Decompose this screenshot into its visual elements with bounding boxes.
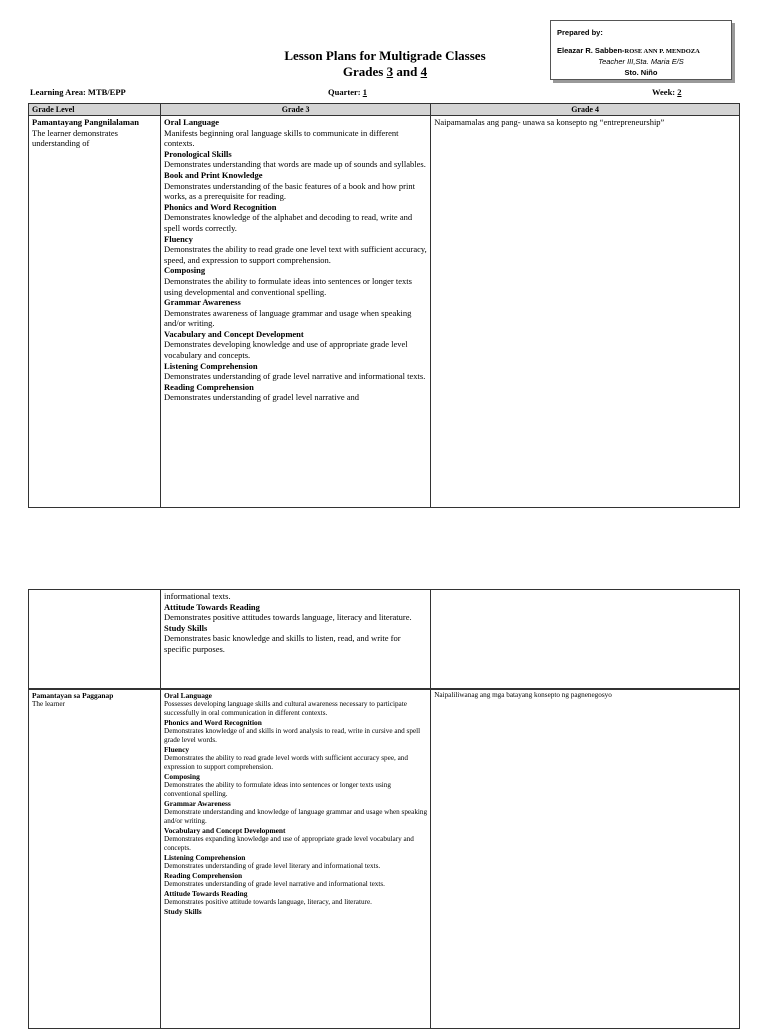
standard-text: Demonstrates knowledge of the alphabet and decoding to read, write and spell words correctly. [164, 212, 413, 233]
standard-item [164, 329, 427, 361]
standard-item [164, 361, 427, 382]
standard-heading: Composing [164, 265, 206, 276]
prepared-by-box [550, 20, 732, 80]
standard-item [164, 234, 427, 266]
standard-heading: Phonics and Word Recognition [164, 718, 262, 727]
standard-text: Demonstrates positive attitudes towards language, literacy and literature. [164, 612, 412, 623]
standard-text: Demonstrates knowledge of and skills in word analysis to read, write in cursive and spell grade level words. [164, 727, 421, 744]
grade4-continued-cell [431, 590, 740, 689]
standard-text: Demonstrates the ability to formulate ideas into sentences or longer texts using conventional spelling. [164, 781, 391, 798]
standard-item [164, 149, 427, 170]
standard-heading: Vacabulary and Concept Development [164, 328, 304, 339]
standard-item [164, 602, 427, 623]
grade3-performance-standards [161, 690, 431, 1029]
standard-item [164, 826, 427, 853]
header-grade-4: Grade 4 [431, 104, 740, 116]
grade4-performance-standard: Naipaliliwanag ang mga batayang konsepto ng pagnenegosyo [431, 690, 740, 1029]
standard-text: Demonstrates understanding of the basic features of a book and how print works, as a prerequisite for reading. [164, 180, 415, 202]
document-title: Lesson Plans for Multigrade Classes [284, 48, 486, 63]
header-grade-3: Grade 3 [161, 104, 431, 116]
content-standards-table [28, 103, 740, 508]
standard-text: Demonstrates basic knowledge and skills to listen, read, and write for specific purposes. [164, 633, 401, 654]
learning-area: Learning Area: MTB/EPP [30, 87, 126, 97]
standard-item [164, 297, 427, 329]
standard-item [164, 799, 427, 826]
preparer-position: Teacher III,Sta. Maria E/S [598, 57, 684, 66]
standard-item [164, 907, 427, 916]
continuation-table [28, 589, 740, 689]
standard-item [164, 889, 427, 907]
week-label: Week: [652, 87, 678, 97]
content-standard-label-cell [29, 116, 161, 508]
grade4-content-standard: Naipamamalas ang pang- unawa sa konsepto ng “entrepreneurship” [431, 116, 740, 508]
standard-heading: Listening Comprehension [164, 360, 258, 371]
continued-text: informational texts. [164, 591, 231, 601]
standard-item [164, 202, 427, 234]
standard-heading: Fluency [164, 233, 193, 244]
standard-item [164, 853, 427, 871]
standard-text: Demonstrates understanding that words are made up of sounds and syllables. [164, 159, 426, 170]
standard-item [164, 718, 427, 745]
content-standard-title: Pamantayang Pangnilalaman [32, 117, 139, 127]
standard-item [164, 623, 427, 655]
grades-and: and [393, 64, 421, 79]
standard-item [164, 170, 427, 202]
standard-item [164, 265, 427, 297]
standard-heading: Fluency [164, 745, 190, 754]
standard-item [164, 745, 427, 772]
standard-text: Demonstrates the ability to read grade level words with sufficient accuracy spee, and expression to support comprehension. [164, 754, 408, 771]
preparer-primary-name: Eleazar R. Sabben- [557, 46, 625, 55]
standard-text: Demonstrates understanding of gradel level narrative and [164, 392, 359, 403]
preparer-school: Sto. Niño [624, 68, 658, 77]
standard-item [164, 382, 427, 403]
prepared-by-label: Prepared by: [557, 28, 603, 37]
standard-text: Demonstrates positive attitude towards language, literacy, and literature. [164, 898, 372, 906]
performance-standards-table [28, 689, 740, 1029]
standard-text: Possesses developing language skills and cultural awareness necessary to participate successfully in oral communication in different contexts. [164, 700, 407, 717]
standard-text: Demonstrate understanding and knowledge of language grammar and usage when speaking and/or writing. [164, 808, 428, 825]
standard-heading: Study Skills [164, 907, 202, 916]
standard-item [164, 691, 427, 718]
standard-heading: Reading Comprehension [164, 871, 243, 880]
standard-text: Demonstrates expanding knowledge and use of appropriate grade level vocabulary and concepts. [164, 835, 414, 852]
header-grade-level: Grade Level [29, 104, 161, 116]
standard-heading: Phonics and Word Recognition [164, 201, 277, 212]
preparer-coauthor: ROSE ANN P. MENDOZA [624, 48, 700, 55]
quarter-value: 1 [362, 87, 367, 97]
quarter [328, 87, 367, 97]
grade-a: 3 [386, 64, 394, 79]
standard-heading: Listening Comprehension [164, 853, 246, 862]
performance-standard-label-cell [29, 690, 161, 1029]
grades-prefix: Grades [342, 64, 387, 79]
standard-heading: Pronological Skills [164, 148, 232, 159]
standard-item [164, 772, 427, 799]
content-standard-intro: The learner demonstrates understanding of [32, 127, 118, 149]
standard-heading: Grammar Awareness [164, 297, 241, 308]
standard-heading: Attitude Towards Reading [164, 601, 260, 612]
standard-heading: Attitude Towards Reading [164, 889, 248, 898]
standard-text: Demonstrates understanding of grade level narrative and informational texts. [164, 371, 426, 382]
standard-text: Demonstrates understanding of grade level literary and informational texts. [164, 862, 381, 870]
grade3-continued-standards [161, 590, 431, 689]
standard-heading: Composing [164, 772, 200, 781]
standard-heading: Book and Print Knowledge [164, 169, 263, 180]
standard-heading: Vocabulary and Concept Development [164, 826, 286, 835]
week-value: 2 [677, 87, 682, 97]
grade-b: 4 [420, 64, 428, 79]
standard-heading: Reading Comprehension [164, 381, 254, 392]
standard-text: Demonstrates developing knowledge and use of appropriate grade level vocabulary and concepts. [164, 339, 408, 361]
standard-text: Demonstrates the ability to read grade one level text with sufficient accuracy, speed, and expression to support comprehension. [164, 244, 427, 265]
performance-standard-intro: The learner [32, 700, 65, 708]
standard-heading: Grammar Awareness [164, 799, 231, 808]
standard-item [164, 117, 427, 149]
standard-text: Demonstrates the ability to formulate ideas into sentences or longer texts using developmental and conventional spelling. [164, 275, 412, 297]
standard-text: Manifests beginning oral language skills to communicate in different contexts. [164, 127, 399, 149]
performance-standard-title: Pamantayan sa Pagganap [32, 691, 114, 700]
standard-heading: Oral Language [164, 117, 220, 127]
standard-item [164, 871, 427, 889]
grades-subtitle [230, 64, 540, 80]
continuation-label-cell [29, 590, 161, 689]
week [652, 87, 682, 97]
standard-text: Demonstrates awareness of language grammar and usage when speaking and/or writing. [164, 307, 412, 329]
standard-text: Demonstrates understanding of grade level narrative and informational texts. [164, 880, 385, 888]
quarter-label: Quarter: [328, 87, 363, 97]
grade3-content-standards [161, 116, 431, 508]
standard-heading: Oral Language [164, 691, 212, 700]
standard-heading: Study Skills [164, 622, 208, 633]
